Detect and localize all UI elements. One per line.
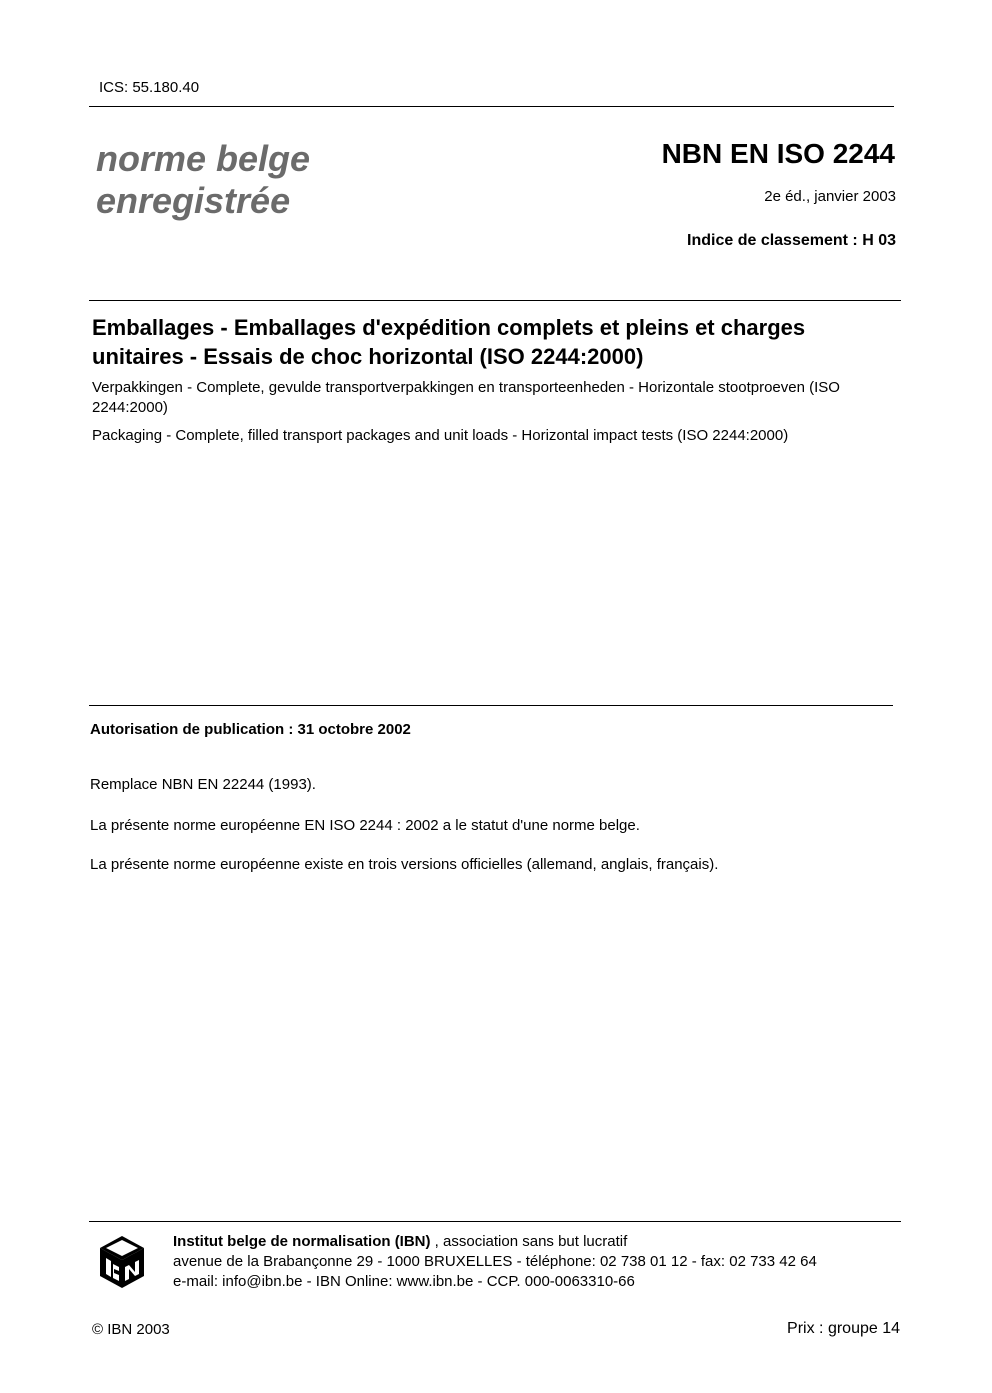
price-group: Prix : groupe 14 (787, 1320, 900, 1337)
replaces-note: Remplace NBN EN 22244 (1993). (90, 776, 316, 793)
edition-date: 2e éd., janvier 2003 (764, 188, 896, 205)
publication-authorization: Autorisation de publication : 31 octobre 2002 (90, 721, 411, 738)
norme-line-1: norme belge (96, 138, 311, 179)
versions-note: La présente norme européenne existe en trois versions officielles (allemand, anglais, français). (90, 856, 719, 873)
footer-divider (89, 1221, 901, 1222)
status-note: La présente norme européenne EN ISO 2244 : 2002 a le statut d'une norme belge. (90, 817, 640, 834)
institut-suffix: , association sans but lucratif (430, 1233, 628, 1250)
title-english: Packaging - Complete, filled transport packages and unit loads - Horizontal impact tests (ISO 2244:2000) (92, 427, 789, 444)
title-divider (89, 300, 901, 301)
institut-name: Institut belge de normalisation (IBN) (173, 1233, 431, 1250)
body-divider (89, 705, 893, 706)
norme-line-2: enregistrée (96, 180, 291, 221)
title-dutch: Verpakkingen - Complete, gevulde transportverpakkingen en transporteenheden - Horizontale stootproeven (ISO 2244:2000) (92, 379, 840, 416)
norme-belge-heading (96, 138, 310, 222)
classification-index: Indice de classement : H 03 (687, 232, 896, 249)
ics-code: ICS: 55.180.40 (99, 79, 200, 96)
ibn-logo-icon (98, 1234, 146, 1290)
institut-contact: e-mail: info@ibn.be - IBN Online: www.ibn.be - CCP. 000-0063310-66 (173, 1273, 635, 1290)
title-french: Emballages - Emballages d'expédition complets et pleins et charges unitaires - Essais de choc horizontal (ISO 2244:2000) (92, 315, 806, 369)
top-divider (89, 106, 894, 107)
ibn-contact-block (173, 1232, 817, 1292)
copyright: © IBN 2003 (92, 1321, 170, 1338)
standard-number: NBN EN ISO 2244 (661, 138, 895, 169)
institut-address: avenue de la Brabançonne 29 - 1000 BRUXELLES - téléphone: 02 738 01 12 - fax: 02 733 42 64 (173, 1253, 817, 1270)
institut-line (173, 1232, 817, 1252)
